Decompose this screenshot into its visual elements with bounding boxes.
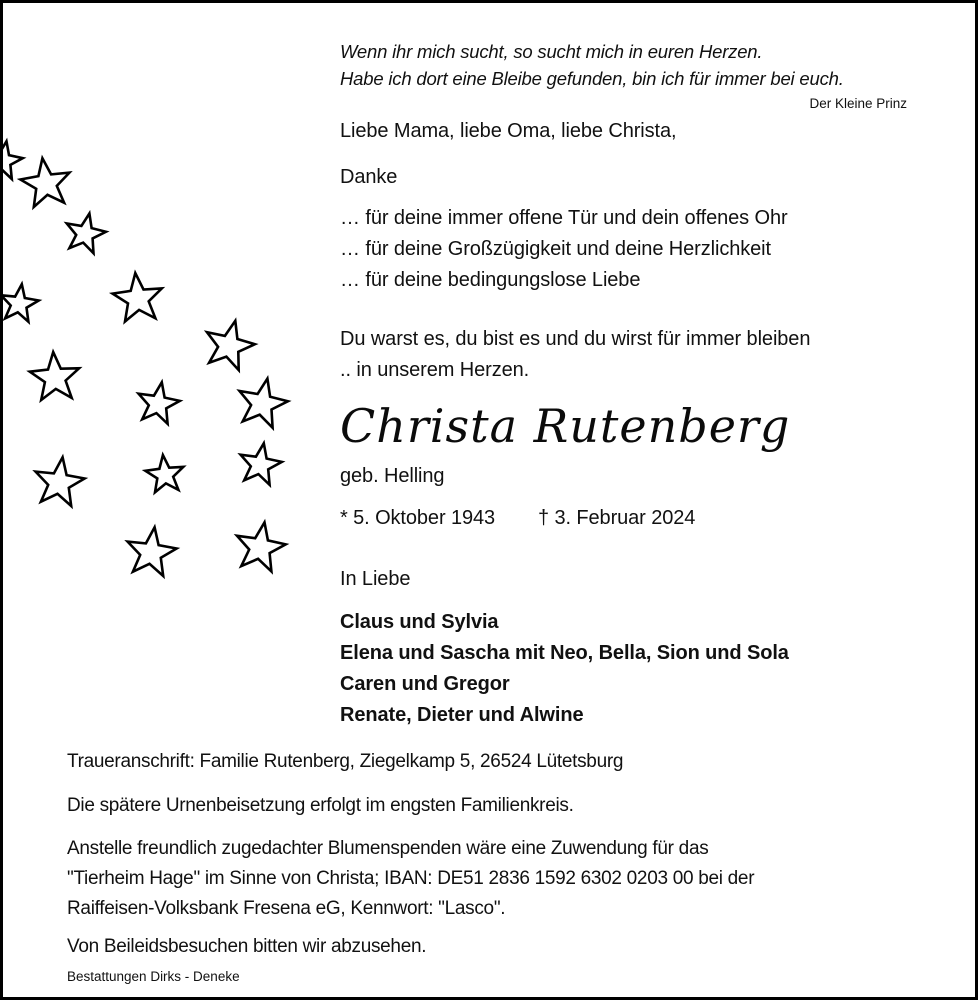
- birth-date: * 5. Oktober 1943: [340, 507, 496, 529]
- star-outline-icon: [3, 141, 23, 179]
- donation-line-1: Anstelle freundlich zugedachter Blumenspenden wäre eine Zuwendung für das: [67, 838, 709, 859]
- quote-line-1: Wenn ihr mich sucht, so sucht mich in euren Herzen.: [340, 41, 763, 62]
- star-outline-icon: [36, 457, 85, 506]
- visits-notice: Von Beileidsbesuchen bitten wir abzusehen.: [67, 936, 427, 957]
- funeral-home: Bestattungen Dirks - Deneke: [67, 969, 240, 984]
- donation-line-2: "Tierheim Hage" im Sinne von Christa; IBAN: DE51 2836 1592 6302 0203 00 bei der: [67, 868, 755, 889]
- closing-line-1: Du warst es, du bist es und du wirst für immer bleiben: [340, 328, 811, 350]
- closing-line-2: .. in unserem Herzen.: [340, 359, 530, 381]
- mourner-family: Claus und Sylvia: [340, 611, 499, 633]
- star-outline-icon: [20, 158, 69, 207]
- mourners-intro: In Liebe: [340, 568, 411, 590]
- thanks-line-1: … für deine immer offene Tür und dein offenes Ohr: [340, 207, 788, 229]
- star-outline-icon: [145, 455, 183, 492]
- quote-line-2: Habe ich dort eine Bleibe gefunden, bin ich für immer bei euch.: [340, 68, 844, 89]
- star-outline-icon: [139, 382, 180, 424]
- burial-notice: Die spätere Urnenbeisetzung erfolgt im engsten Familienkreis.: [67, 795, 574, 816]
- star-outline-icon: [30, 352, 79, 400]
- donation-line-3: Raiffeisen-Volksbank Fresena eG, Kennwort: "Lasco".: [67, 898, 506, 919]
- star-outline-icon: [67, 214, 106, 254]
- death-date: † 3. Februar 2024: [538, 507, 696, 529]
- thanks-heading: Danke: [340, 166, 398, 188]
- thanks-line-3: … für deine bedingungslose Liebe: [340, 269, 641, 291]
- stars-decoration: [3, 3, 333, 603]
- mourner-family: Elena und Sascha mit Neo, Bella, Sion und Sola: [340, 642, 789, 664]
- star-outline-icon: [207, 321, 255, 370]
- star-outline-icon: [237, 522, 286, 571]
- star-outline-icon: [3, 284, 39, 322]
- quote-attribution: Der Kleine Prinz: [809, 96, 907, 111]
- mourning-address: Traueranschrift: Familie Rutenberg, Ziegelkamp 5, 26524 Lütetsburg: [67, 751, 624, 772]
- greeting: Liebe Mama, liebe Oma, liebe Christa,: [340, 120, 677, 142]
- star-outline-icon: [240, 379, 288, 428]
- star-outline-icon: [128, 527, 177, 576]
- star-outline-icon: [241, 443, 282, 485]
- star-outline-icon: [113, 273, 162, 321]
- mourner-family: Renate, Dieter und Alwine: [340, 704, 584, 726]
- maiden-name: geb. Helling: [340, 465, 445, 487]
- thanks-line-2: … für deine Großzügigkeit und deine Herzlichkeit: [340, 238, 771, 260]
- mourner-family: Caren und Gregor: [340, 673, 510, 695]
- deceased-name: Christa Rutenberg: [340, 399, 791, 453]
